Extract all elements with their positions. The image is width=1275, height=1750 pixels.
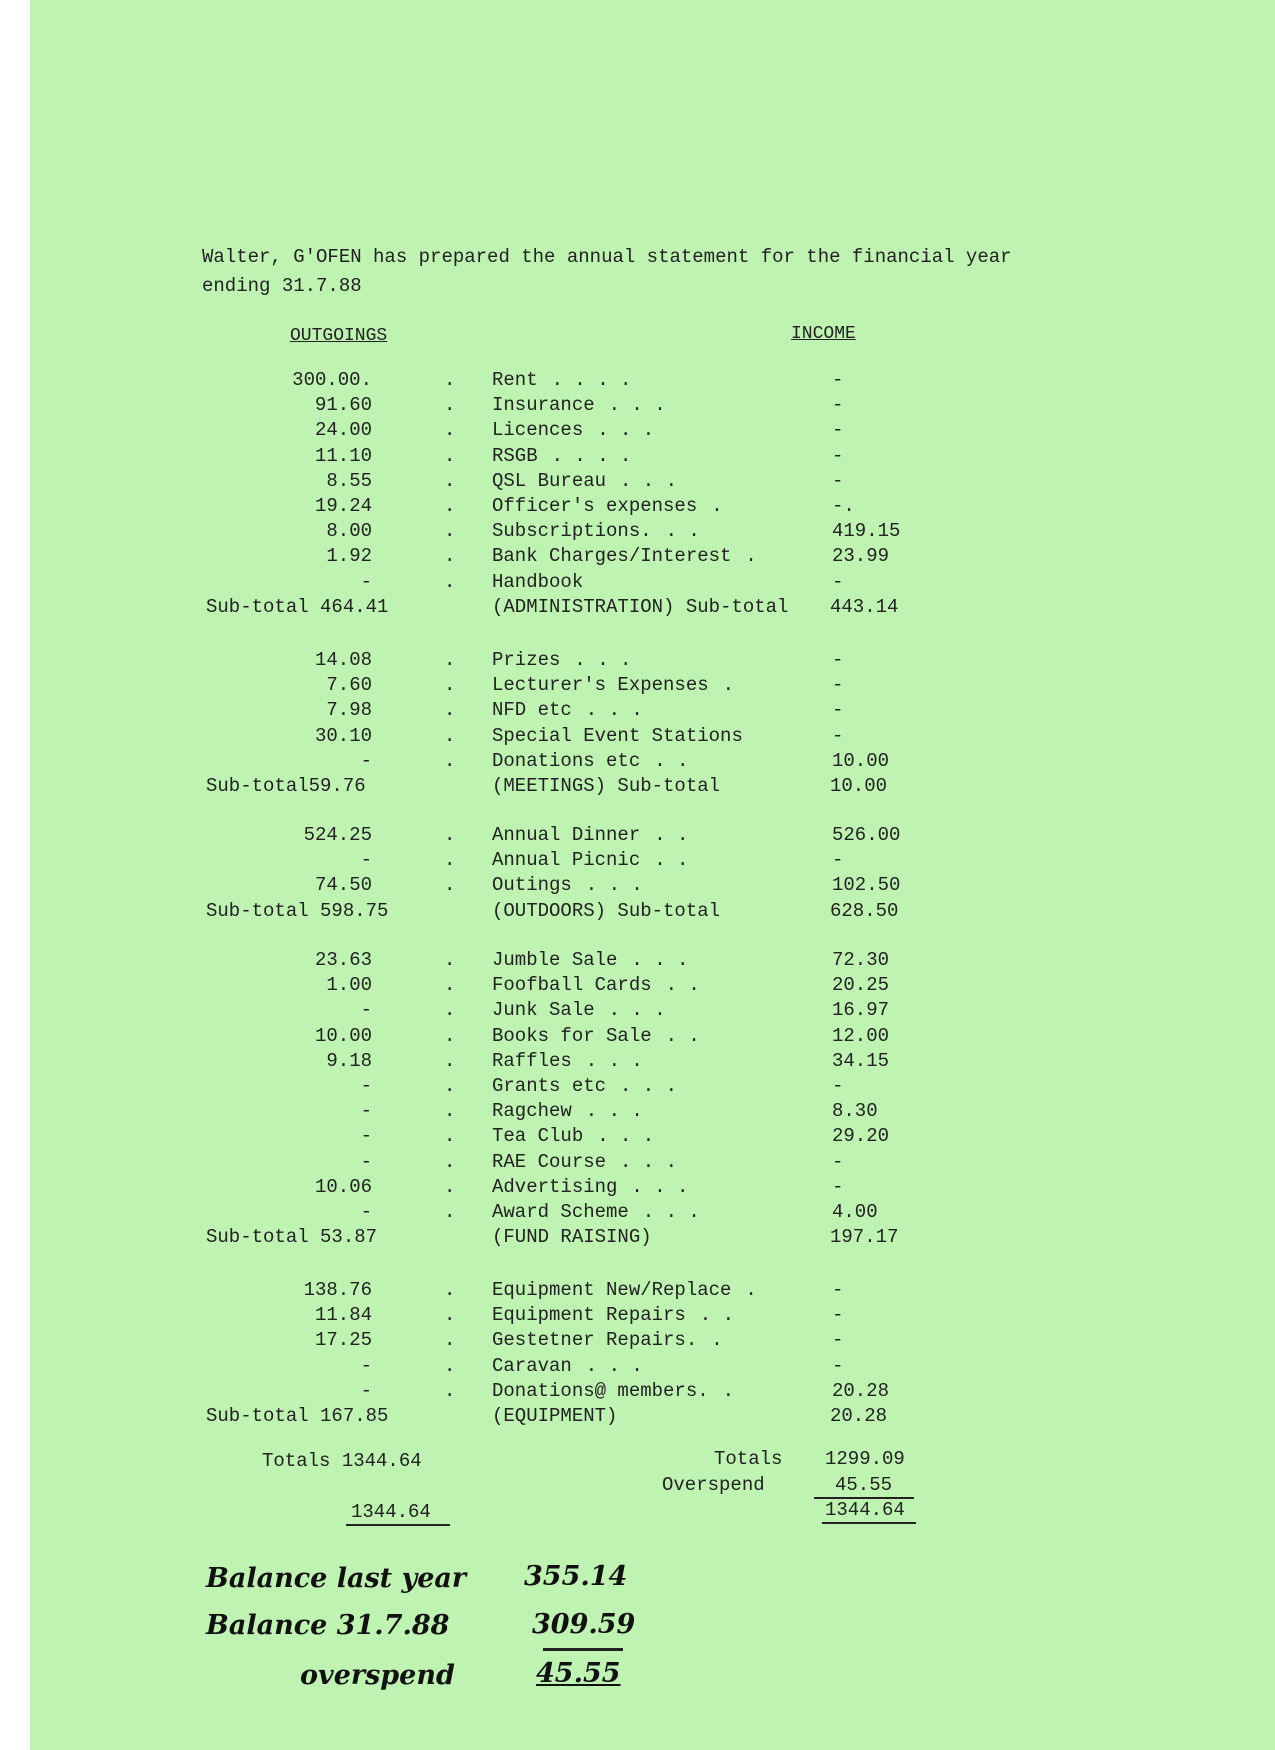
outgoing-amount: - [360, 1150, 372, 1173]
outgoing-amount: 1.92 [326, 545, 372, 568]
row-dot: . [444, 674, 456, 697]
item-label: Caravan [492, 1354, 572, 1377]
subtotal-category: (OUTDOORS) Sub-total [492, 899, 721, 922]
leader-dots: . . . [585, 1049, 643, 1072]
income-amount: - [832, 469, 844, 492]
item-label: Donations etc [492, 749, 641, 772]
income-amount: - [832, 1175, 844, 1198]
totals-outgoings: Totals 1344.64 [262, 1450, 422, 1472]
leader-dots: . . . [585, 1100, 643, 1123]
income-amount: - [832, 394, 844, 417]
intro-line-1: Walter, G'OFEN has prepared the annual statement for the financial year [202, 246, 1012, 268]
final-underline-right [822, 1522, 916, 1524]
income-amount: 419.15 [832, 520, 901, 543]
income-amount: 10.00 [832, 749, 890, 772]
row-dot: . [444, 699, 456, 722]
item-label: Ragchew [492, 1100, 572, 1123]
row-dot: . [444, 520, 456, 543]
subtotal-category: (EQUIPMENT) [492, 1405, 618, 1427]
row-dot: . [444, 849, 456, 872]
overspend-value: 45.55 [835, 1474, 893, 1496]
outgoing-amount: 19.24 [314, 495, 372, 517]
leader-dots: . . [665, 1024, 700, 1047]
outgoing-amount: - [360, 1100, 372, 1123]
row-dot: . [444, 724, 456, 747]
subtotal-income: 443.14 [830, 595, 899, 618]
income-amount: - [832, 1075, 844, 1097]
outgoing-amount: - [360, 1201, 372, 1223]
leader-dots: . . . [574, 649, 632, 671]
row-dot: . [444, 419, 456, 442]
outgoings-heading: OUTGOINGS [290, 326, 388, 346]
leader-dots: . . . [585, 1354, 643, 1377]
leader-dots: . . . . [551, 444, 632, 467]
handwritten-balance-now-value: 309.59 [532, 1609, 636, 1640]
row-dot: . [444, 974, 456, 997]
leader-dots: . [722, 1379, 734, 1402]
income-amount: - [832, 1279, 844, 1301]
item-label: Raffles [492, 1049, 572, 1072]
row-dot: . [444, 570, 456, 593]
overspend-label: Overspend [662, 1474, 765, 1496]
leader-dots: . [745, 545, 757, 568]
item-label: Subscriptions. [492, 520, 652, 543]
income-amount: 102.50 [832, 874, 901, 897]
intro-line-2: ending 31.7.88 [202, 275, 362, 297]
income-amount: 34.15 [832, 1049, 890, 1072]
item-label: Equipment New/Replace [492, 1279, 732, 1301]
outgoing-amount: 23.63 [314, 949, 372, 971]
leader-dots: . . . [608, 394, 666, 417]
item-label: QSL Bureau [492, 469, 607, 492]
subtotal-income: 197.17 [830, 1226, 899, 1249]
item-label: Handbook [492, 570, 584, 593]
item-label: Lecturer's Expenses [492, 674, 709, 697]
leader-dots: . . [699, 1304, 735, 1327]
outgoing-amount: 11.10 [314, 444, 372, 467]
item-label: RAE Course [492, 1150, 607, 1173]
row-dot: . [444, 824, 456, 846]
handwritten-rule [543, 1648, 623, 1651]
handwritten-overspend-label: overspend [300, 1660, 455, 1691]
outgoing-amount: - [360, 570, 372, 593]
leader-dots: . . [654, 749, 689, 772]
subtotal-category: (MEETINGS) Sub-total [492, 775, 721, 797]
outgoing-amount: 300.00. [292, 369, 372, 391]
leader-dots: . [745, 1279, 757, 1301]
handwritten-balance-last-value: 355.14 [524, 1561, 628, 1592]
leader-dots: . . . [620, 1150, 678, 1173]
income-amount: 72.30 [832, 949, 890, 971]
outgoing-amount: - [360, 1075, 372, 1097]
subtotal-income: 628.50 [830, 899, 899, 922]
income-amount: 526.00 [832, 824, 901, 846]
outgoing-amount: 8.00 [326, 520, 372, 543]
item-label: Annual Dinner [492, 824, 641, 846]
row-dot: . [444, 369, 456, 391]
outgoing-amount: 17.25 [314, 1329, 372, 1352]
row-dot: . [444, 1100, 456, 1123]
item-label: Grants etc [492, 1075, 607, 1097]
handwritten-overspend-value: 45.55 [536, 1658, 621, 1689]
outgoing-amount: - [360, 749, 372, 772]
item-label: Equipment Repairs [492, 1304, 686, 1327]
item-label: Officer's expenses [492, 495, 698, 517]
income-amount: 4.00 [832, 1201, 878, 1223]
subtotal-outgoings: Sub-total 464.41 [206, 595, 389, 618]
row-dot: . [444, 1049, 456, 1072]
row-dot: . [444, 444, 456, 467]
outgoing-amount: - [360, 1354, 372, 1377]
outgoing-amount: 74.50 [314, 874, 372, 897]
item-label: Annual Picnic [492, 849, 641, 872]
item-label: Jumble Sale [492, 949, 618, 971]
row-dot: . [444, 469, 456, 492]
subtotal-income: 10.00 [830, 775, 888, 797]
income-amount: - [832, 419, 844, 442]
leader-dots: . . . [642, 1201, 700, 1223]
row-dot: . [444, 1201, 456, 1223]
leader-dots: . . . . [551, 369, 632, 391]
outgoing-amount: 138.76 [303, 1279, 372, 1301]
outgoing-amount: - [360, 1379, 372, 1402]
row-dot: . [444, 749, 456, 772]
handwritten-balance-last-label: Balance last year [206, 1563, 467, 1594]
row-dot: . [444, 1175, 456, 1198]
row-dot: . [444, 874, 456, 897]
outgoing-amount: 10.00 [314, 1024, 372, 1047]
income-amount: 23.99 [832, 545, 890, 568]
item-label: Outings [492, 874, 572, 897]
handwritten-balance-now-label: Balance 31.7.88 [206, 1610, 450, 1641]
subtotal-outgoings: Sub-total 53.87 [206, 1226, 378, 1249]
outgoing-amount: 9.18 [326, 1049, 372, 1072]
item-label: Gestetner Repairs. [492, 1329, 698, 1352]
outgoing-amount: 11.84 [314, 1304, 372, 1327]
item-label: Foofball Cards [492, 974, 652, 997]
outgoing-amount: 10.06 [314, 1175, 372, 1198]
subtotal-outgoings: Sub-total 598.75 [206, 899, 389, 922]
income-amount: 16.97 [832, 999, 890, 1022]
final-income: 1344.64 [825, 1499, 905, 1521]
leader-dots: . [722, 674, 734, 697]
leader-dots: . . . [620, 469, 678, 492]
item-label: Special Event Stations [492, 724, 743, 747]
item-label: Junk Sale [492, 999, 595, 1022]
leader-dots: . . [665, 520, 700, 543]
subtotal-income: 20.28 [830, 1405, 888, 1427]
income-amount: - [832, 649, 844, 671]
item-label: Tea Club [492, 1125, 584, 1148]
income-amount: 8.30 [832, 1100, 878, 1123]
row-dot: . [444, 1075, 456, 1097]
row-dot: . [444, 949, 456, 971]
item-label: Prizes [492, 649, 561, 671]
item-label: Advertising [492, 1175, 618, 1198]
row-dot: . [444, 1379, 456, 1402]
income-amount: - [832, 444, 844, 467]
leader-dots: . [711, 1329, 723, 1352]
subtotal-outgoings: Sub-total59.76 [206, 775, 366, 797]
outgoing-amount: - [360, 849, 372, 872]
outgoing-amount: 524.25 [303, 824, 372, 846]
leader-dots: . . [654, 849, 689, 872]
subtotal-category: (ADMINISTRATION) Sub-total [492, 595, 789, 618]
leader-dots: . . . [620, 1075, 678, 1097]
outgoing-amount: 7.60 [326, 674, 372, 697]
outgoing-amount: 30.10 [314, 724, 372, 747]
totals-income-value: 1299.09 [825, 1448, 905, 1470]
leader-dots: . . . [597, 419, 655, 442]
item-label: Books for Sale [492, 1024, 652, 1047]
income-amount: 20.25 [832, 974, 890, 997]
outgoing-amount: 1.00 [326, 974, 372, 997]
outgoing-amount: - [360, 1125, 372, 1148]
row-dot: . [444, 649, 456, 671]
leader-dots: . . . [631, 949, 689, 971]
row-dot: . [444, 1304, 456, 1327]
item-label: Bank Charges/Interest [492, 545, 732, 568]
income-amount: - [832, 1329, 844, 1352]
income-heading: INCOME [791, 324, 856, 344]
income-amount: - [832, 1150, 844, 1173]
item-label: Rent [492, 369, 538, 391]
income-amount: -. [832, 495, 855, 517]
row-dot: . [444, 394, 456, 417]
income-amount: - [832, 674, 844, 697]
leader-dots: . . . [597, 1125, 655, 1148]
final-underline-left [346, 1524, 450, 1526]
outgoing-amount: 8.55 [326, 469, 372, 492]
subtotal-category: (FUND RAISING) [492, 1226, 652, 1249]
income-amount: 12.00 [832, 1024, 890, 1047]
leader-dots: . . . [585, 874, 643, 897]
income-amount: - [832, 724, 844, 747]
leader-dots: . . . [608, 999, 666, 1022]
leader-dots: . [711, 495, 723, 517]
income-amount: 20.28 [832, 1379, 890, 1402]
income-amount: - [832, 369, 844, 391]
row-dot: . [444, 545, 456, 568]
row-dot: . [444, 1329, 456, 1352]
income-amount: - [832, 849, 844, 872]
income-amount: - [832, 699, 844, 722]
outgoing-amount: 24.00 [314, 419, 372, 442]
outgoing-amount: - [360, 999, 372, 1022]
item-label: Donations@ members. [492, 1379, 709, 1402]
item-label: Award Scheme [492, 1201, 629, 1223]
row-dot: . [444, 1354, 456, 1377]
totals-income-label: Totals [714, 1448, 783, 1470]
leader-dots: . . . [631, 1175, 689, 1198]
outgoing-amount: 7.98 [326, 699, 372, 722]
leader-dots: . . [654, 824, 689, 846]
leader-dots: . . [665, 974, 700, 997]
leader-dots: . . . [585, 699, 643, 722]
outgoing-amount: 14.08 [314, 649, 372, 671]
item-label: Licences [492, 419, 584, 442]
item-label: NFD etc [492, 699, 572, 722]
outgoing-amount: 91.60 [314, 394, 372, 417]
income-amount: - [832, 570, 844, 593]
income-amount: - [832, 1304, 844, 1327]
row-dot: . [444, 999, 456, 1022]
income-amount: - [832, 1354, 844, 1377]
final-outgoings: 1344.64 [351, 1501, 431, 1523]
item-label: RSGB [492, 444, 538, 467]
row-dot: . [444, 1150, 456, 1173]
row-dot: . [444, 1279, 456, 1301]
income-amount: 29.20 [832, 1125, 890, 1148]
row-dot: . [444, 495, 456, 517]
item-label: Insurance [492, 394, 595, 417]
row-dot: . [444, 1125, 456, 1148]
row-dot: . [444, 1024, 456, 1047]
subtotal-outgoings: Sub-total 167.85 [206, 1405, 389, 1427]
